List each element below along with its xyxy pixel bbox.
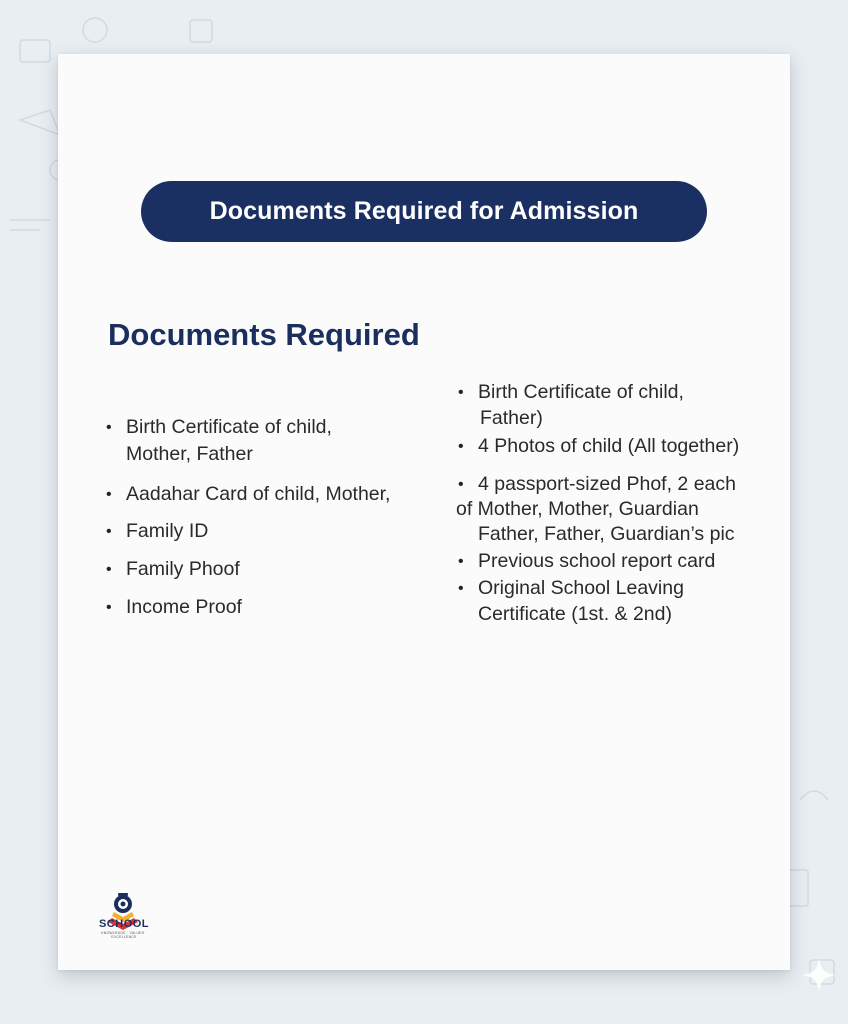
logo-tagline: KNOWLEDGE · VALUES · EXCELLENCE [101,931,147,939]
logo-name: SCHOOL [98,918,150,930]
document-card: Documents Required for Admission Documents Required • Birth Certificate of child, Mother, Father • Aadahar Card of child, Mother, • Family ID • Family Phoof • Income Proof • Birth Certificate of child, Father) • 4 Photos of child (All together) • 4 passport-sized Phof, 2 each of Mother, Mother, Guardian Father, Father, Guardian’s pic • Previous school report card • Original School Leaving Certificate (1st. & 2nd) SCHOOL KNOWLEDGE · VALUES · EXCELLENCE [58,54,790,970]
admission-banner [141,181,707,242]
sparkle-icon [802,958,836,992]
section-title: Documents Required [108,317,420,352]
banner-title: Documents Required for Admission [209,197,639,225]
